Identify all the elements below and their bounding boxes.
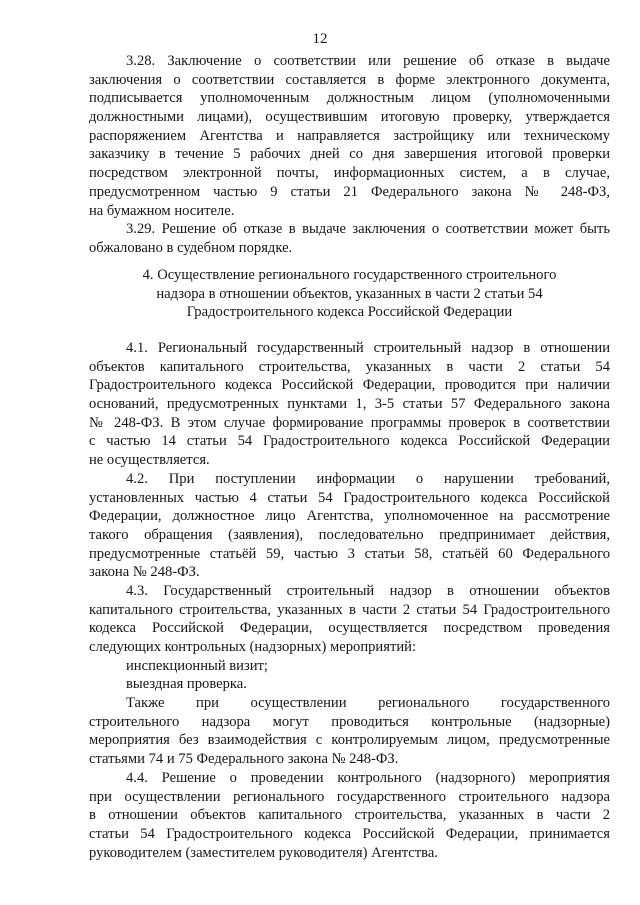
section-4-text-line: 4.2. При поступлении информации о нарушении требований, <box>126 470 610 487</box>
section-4-text-line: такого обращения (заявления), последовательно предпринимает действия, <box>89 526 610 543</box>
section-4-text-line: руководителем (заместителем руководителя) Агентства. <box>89 844 438 861</box>
page-number: 12 <box>312 31 328 47</box>
heading-line: Градостроительного кодекса Российской Федерации <box>186 304 513 321</box>
section-3-text-line: подписывается уполномоченным должностным лицом (уполномоченными <box>89 90 610 107</box>
section-3-text-line: посредством электронной почты, информационных систем, а в случае, <box>89 165 610 182</box>
section-4-text-line: не осуществляется. <box>89 452 210 469</box>
section-3-text-line: заключения о соответствии составляется в форме электронного документа, <box>89 71 610 88</box>
section-4-text-line: выездная проверка. <box>126 676 247 693</box>
section-4-text-line: статьями 74 и 75 Федерального закона № 248-ФЗ. <box>89 751 399 768</box>
section-3-text-line: на бумажном носителе. <box>89 202 235 219</box>
section-4-heading <box>89 266 610 322</box>
section-4-text-line: с частью 14 статьи 54 Градостроительного кодекса Российской Федерации <box>89 433 610 450</box>
section-3-paragraphs <box>89 52 610 258</box>
section-4-paragraphs <box>89 339 610 862</box>
section-4-text-line: оснований, предусмотренных пунктами 1, 3-5 статьи 57 Федерального закона <box>89 396 610 413</box>
section-4-text-line: установленных частью 4 статьи 54 Градостроительного кодекса Российской <box>89 489 610 506</box>
section-4-text-line: Федерации, должностное лицо Агентства, уполномоченное на рассмотрение <box>89 508 610 525</box>
section-4-text-line: в отношении объектов капитального строительства, указанных в части 2 <box>89 807 610 824</box>
section-4-text-line: мероприятия без взаимодействия с контролируемым лицом, предусмотренные <box>89 732 610 749</box>
section-4-text-line: статьи 54 Градостроительного кодекса Российской Федерации, принимается <box>89 825 610 842</box>
section-3-text-line: заказчику в течение 5 рабочих дней со дня завершения итоговой проверки <box>89 146 610 163</box>
section-4-text-line: инспекционный визит; <box>126 657 268 674</box>
section-3-text-line: 3.29. Решение об отказе в выдаче заключения о соответствии может быть <box>126 221 610 238</box>
section-4-text-line: капитального строительства, указанных в части 2 статьи 54 Градостроительного <box>89 601 610 618</box>
section-4-text-line: следующих контрольных (надзорных) мероприятий: <box>89 639 417 655</box>
section-4-text-line: закона № 248-ФЗ. <box>89 564 200 581</box>
heading-line: надзора в отношении объектов, указанных в части 2 статьи 54 <box>156 285 543 302</box>
section-4-text-line: предусмотренные статьёй 59, частью 3 статьи 58, статьёй 60 Федерального <box>89 545 610 562</box>
section-4-text-line: при осуществлении регионального государственного строительного надзора <box>89 788 610 805</box>
section-4-text-line: Градостроительного кодекса Российской Федерации, проводится при наличии <box>89 377 610 394</box>
section-4-text-line: 4.1. Региональный государственный строительный надзор в отношении <box>126 340 610 356</box>
section-4-text-line: 4.4. Решение о проведении контрольного (надзорного) мероприятия <box>126 769 610 786</box>
section-4-text-line: строительного надзора могут проводиться контрольные (надзорные) <box>89 713 610 730</box>
section-4-text-line: кодекса Российской Федерации, осуществляется посредством проведения <box>89 620 610 637</box>
section-3-text-line: 3.28. Заключение о соответствии или решение об отказе в выдаче <box>126 53 610 69</box>
heading-line: 4. Осуществление регионального государственного строительного <box>142 267 557 283</box>
section-3-text-line: обжаловано в судебном порядке. <box>89 239 293 256</box>
section-4-text-line: объектов капитального строительства, указанных в части 2 статьи 54 <box>89 358 610 375</box>
section-3-text-line: распоряжением Агентства и направляется застройщику или техническому <box>89 127 610 144</box>
section-3-text-line: предусмотренном частью 9 статьи 21 Федерального закона № 248-ФЗ, <box>89 183 610 200</box>
section-4-text-line: № 248-ФЗ. В этом случае формирование программы проверок в соответствии <box>89 414 610 431</box>
section-4-text-line: Также при осуществлении регионального государственного <box>126 695 610 712</box>
section-3-text-line: должностными лицами), осуществившим итоговую проверку, утверждается <box>89 109 610 126</box>
section-4-text-line: 4.3. Государственный строительный надзор в отношении объектов <box>126 582 610 599</box>
